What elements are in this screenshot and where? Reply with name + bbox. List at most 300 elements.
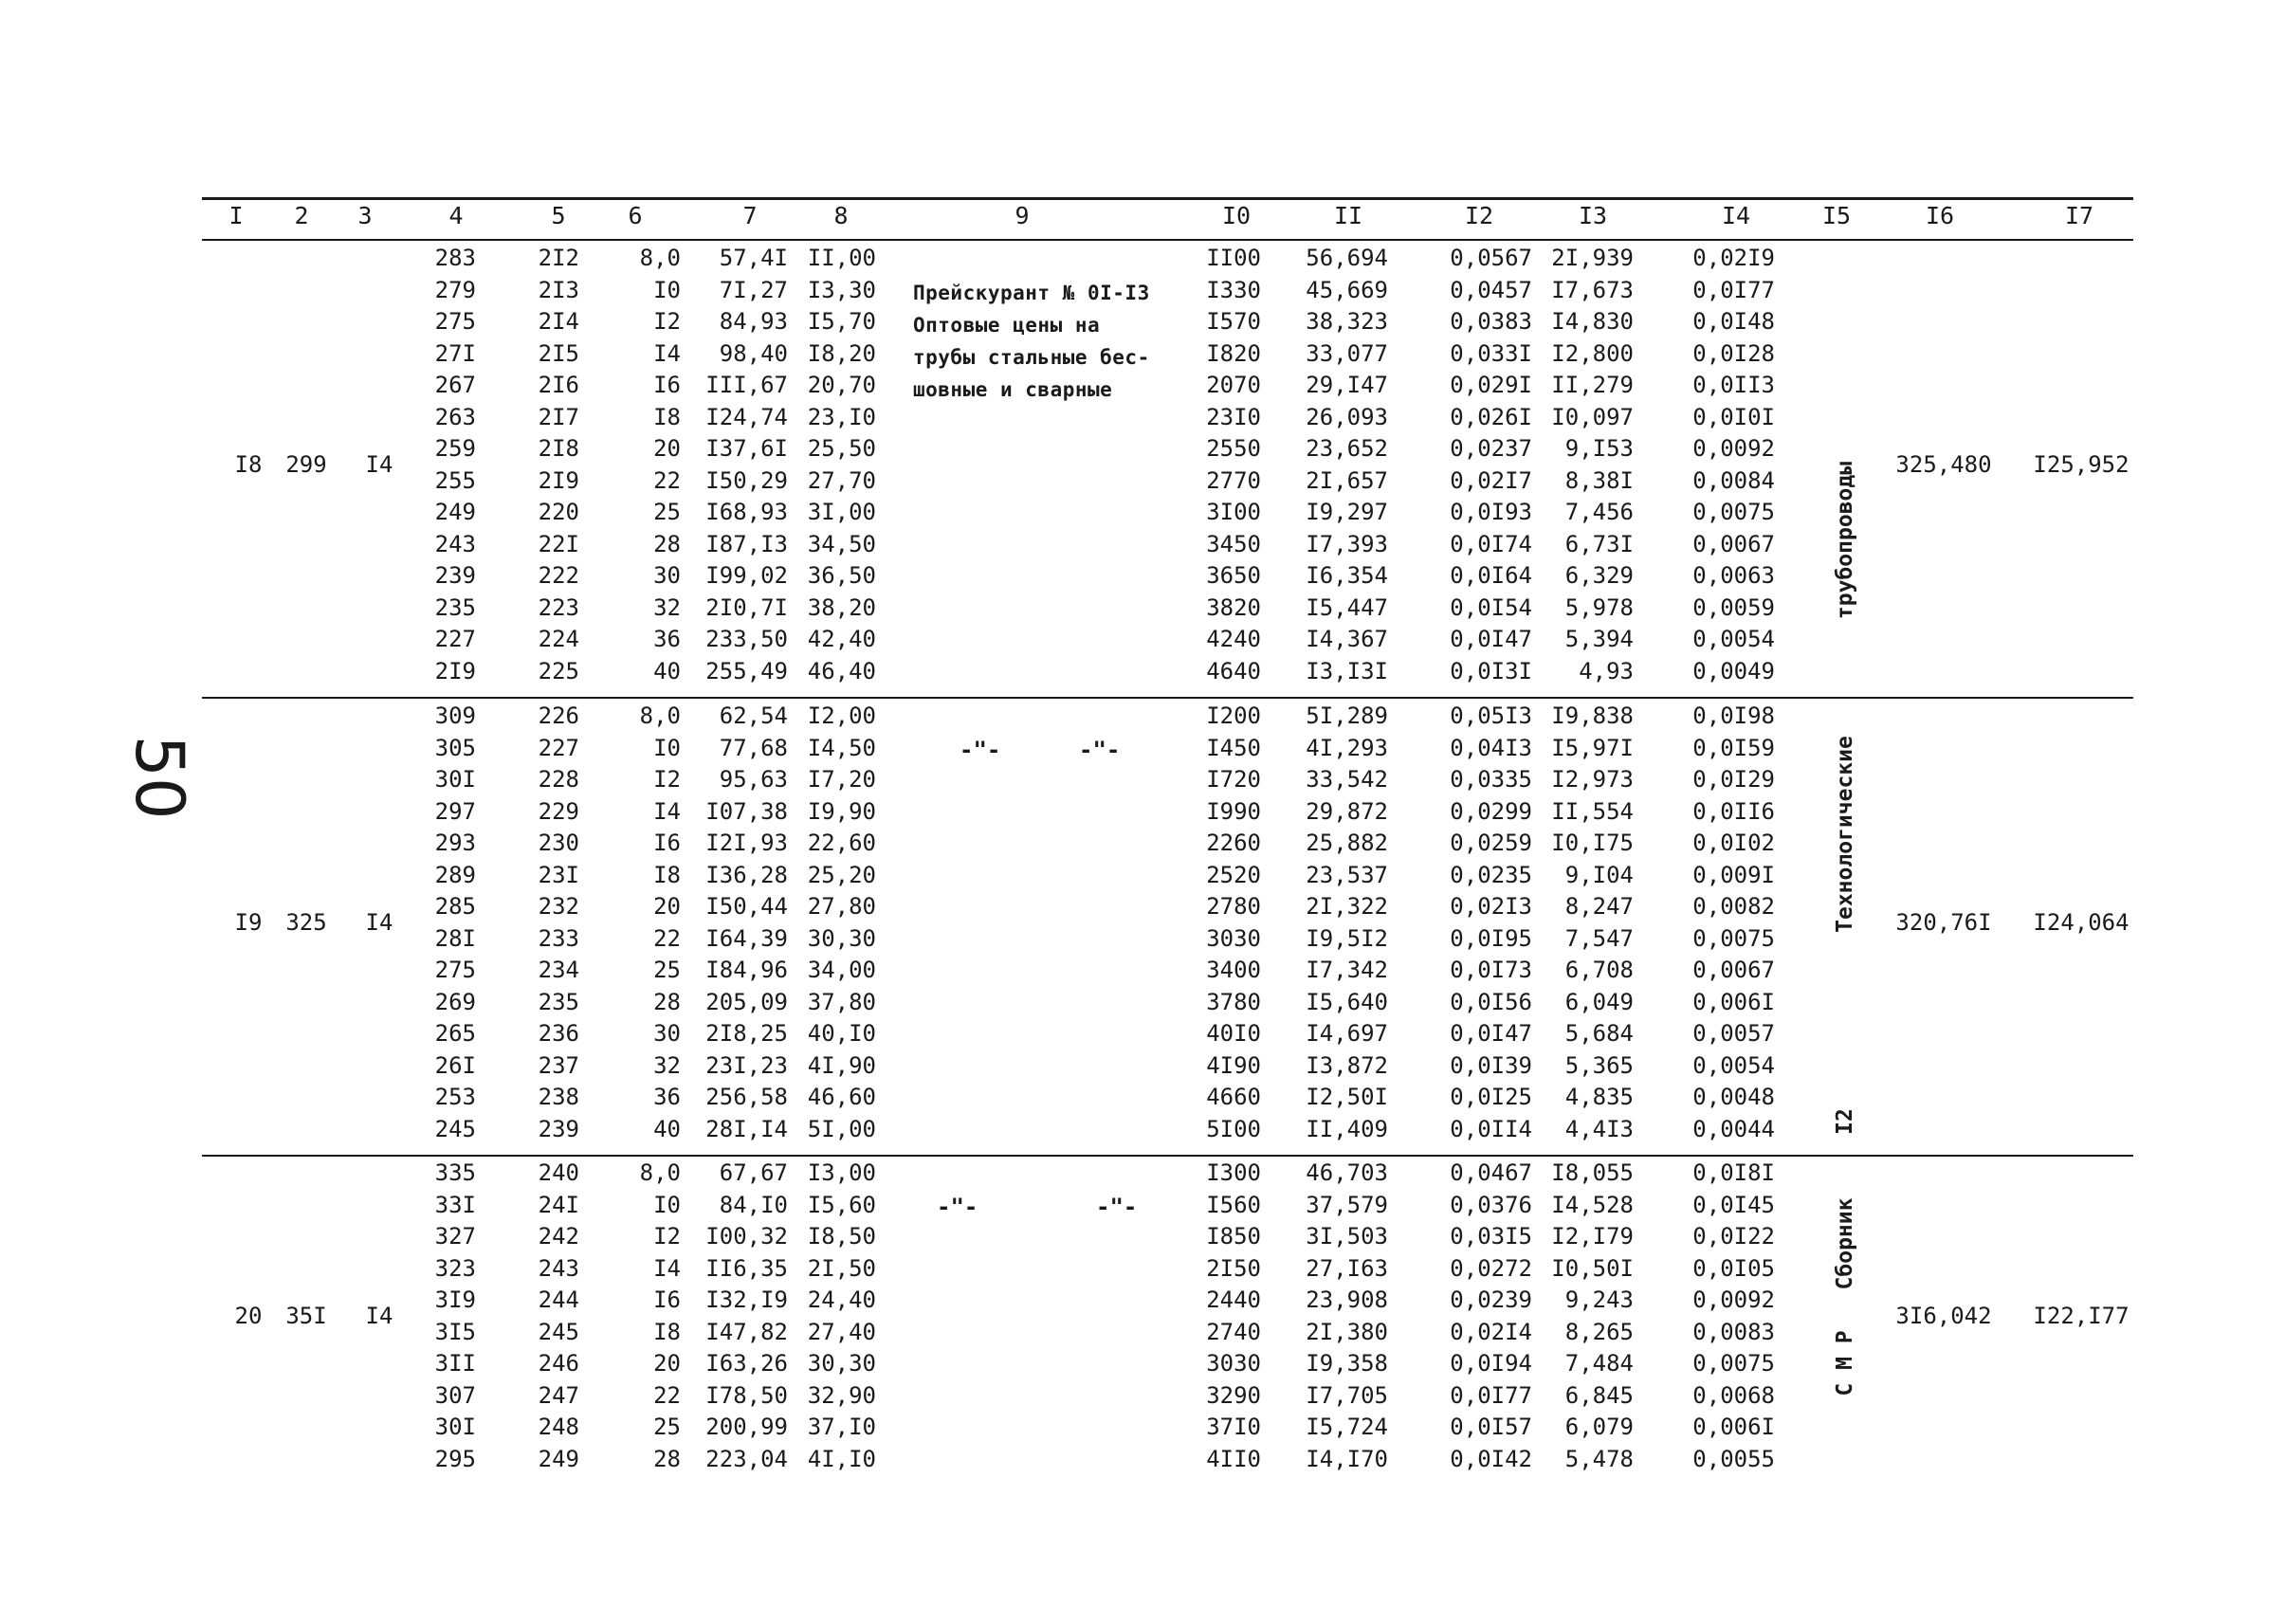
table-cell: 243 — [538, 1255, 579, 1282]
table-cell: 3820 — [1206, 594, 1261, 621]
table-cell: I2 — [653, 1223, 681, 1250]
table-cell: II,00 — [807, 245, 876, 271]
table-cell: 4I,293 — [1306, 735, 1388, 761]
table-cell: 3030 — [1206, 925, 1261, 952]
table-cell: I78,50 — [705, 1382, 788, 1409]
table-cell: 0,02I7 — [1450, 467, 1532, 494]
table-cell: I0 — [653, 277, 681, 303]
table-cell: III,67 — [705, 372, 788, 398]
table-cell: 0,006I — [1692, 1414, 1775, 1440]
ditto-mark: -"- — [1096, 1194, 1138, 1220]
table-cell: 0,0272 — [1450, 1255, 1532, 1282]
table-cell: 4,93 — [1579, 658, 1634, 684]
table-cell: 46,40 — [807, 658, 876, 684]
table-cell: 3I9 — [434, 1286, 476, 1313]
table-cell: 233 — [538, 925, 579, 952]
table-cell: 2I5 — [538, 340, 579, 367]
table-cell: 305 — [434, 735, 476, 761]
table-cell: 37I0 — [1206, 1414, 1261, 1440]
table-cell: 335 — [434, 1159, 476, 1186]
table-cell: I3,872 — [1306, 1052, 1388, 1079]
table-cell: 0,0II4 — [1450, 1116, 1532, 1142]
table-cell: 0,0I45 — [1692, 1192, 1775, 1218]
table-cell: 205,09 — [705, 989, 788, 1015]
table-cell: I2I,93 — [705, 830, 788, 856]
table-cell: 2780 — [1206, 893, 1261, 920]
group-col-17: I25,952 — [2033, 451, 2130, 478]
table-cell: I07,38 — [705, 798, 788, 825]
table-cell: 0,0235 — [1450, 862, 1532, 888]
table-cell: 7I,27 — [719, 277, 788, 303]
table-cell: I7,705 — [1306, 1382, 1388, 1409]
page-number: 50 — [120, 735, 198, 820]
column-header: I0 — [1221, 202, 1252, 229]
table-cell: 235 — [538, 989, 579, 1015]
table-cell: 238 — [538, 1084, 579, 1110]
table-cell: 0,0075 — [1692, 499, 1775, 525]
table-cell: 6,049 — [1564, 989, 1634, 1015]
table-cell: 2440 — [1206, 1286, 1261, 1313]
table-cell: 45,669 — [1306, 277, 1388, 303]
table-cell: I84,96 — [705, 957, 788, 983]
table-cell: 236 — [538, 1020, 579, 1047]
table-cell: 0,0084 — [1692, 467, 1775, 494]
table-cell: 5,365 — [1564, 1052, 1634, 1079]
table-cell: I990 — [1206, 798, 1261, 825]
group-col-3: I4 — [365, 451, 393, 478]
group-col-1: I9 — [234, 909, 263, 936]
table-cell: 62,54 — [719, 703, 788, 729]
table-cell: 25 — [653, 1414, 681, 1440]
table-cell: 279 — [434, 277, 476, 303]
column-header: I — [228, 202, 244, 229]
table-cell: 0,0044 — [1692, 1116, 1775, 1142]
table-cell: 0,0I57 — [1450, 1414, 1532, 1440]
table-cell: 23I,23 — [705, 1052, 788, 1079]
table-cell: 4640 — [1206, 658, 1261, 684]
group-col-2: 325 — [285, 909, 327, 936]
side-label-volume-number: I2 — [1833, 1108, 1857, 1135]
table-cell: 225 — [538, 658, 579, 684]
table-cell: 28I,I4 — [705, 1116, 788, 1142]
table-cell: 7,484 — [1564, 1350, 1634, 1377]
table-cell: 297 — [434, 798, 476, 825]
table-cell: 0,0I47 — [1450, 626, 1532, 652]
table-cell: I9,297 — [1306, 499, 1388, 525]
table-cell: 30 — [653, 562, 681, 589]
table-cell: 28I — [434, 925, 476, 952]
table-cell: 30,30 — [807, 1350, 876, 1377]
table-cell: I3,30 — [807, 277, 876, 303]
table-cell: 267 — [434, 372, 476, 398]
table-cell: 0,0I05 — [1692, 1255, 1775, 1282]
table-cell: 0,0I77 — [1450, 1382, 1532, 1409]
table-cell: 227 — [538, 735, 579, 761]
table-cell: 289 — [434, 862, 476, 888]
table-cell: 0,0I56 — [1450, 989, 1532, 1015]
table-cell: II,409 — [1306, 1116, 1388, 1142]
table-cell: 27,70 — [807, 467, 876, 494]
table-cell: 5,478 — [1564, 1446, 1634, 1472]
table-cell: 0,0383 — [1450, 308, 1532, 335]
table-cell: 0,0335 — [1450, 766, 1532, 793]
table-cell: I5,60 — [807, 1192, 876, 1218]
table-cell: I2 — [653, 308, 681, 335]
table-cell: 5I,00 — [807, 1116, 876, 1142]
table-cell: I6 — [653, 830, 681, 856]
table-cell: 34,50 — [807, 531, 876, 557]
table-cell: 24,40 — [807, 1286, 876, 1313]
table-cell: 245 — [538, 1319, 579, 1345]
table-cell: I50,44 — [705, 893, 788, 920]
table-cell: 223,04 — [705, 1446, 788, 1472]
table-cell: I5,97I — [1551, 735, 1634, 761]
table-cell: 0,0I64 — [1450, 562, 1532, 589]
table-cell: 37,579 — [1306, 1192, 1388, 1218]
table-cell: 2I50 — [1206, 1255, 1261, 1282]
table-cell: I2,50I — [1306, 1084, 1388, 1110]
table-cell: 3290 — [1206, 1382, 1261, 1409]
column-header: I7 — [2064, 202, 2094, 229]
table-cell: I5,640 — [1306, 989, 1388, 1015]
table-cell: 5,394 — [1564, 626, 1634, 652]
table-cell: 248 — [538, 1414, 579, 1440]
table-cell: 247 — [538, 1382, 579, 1409]
table-cell: 2I8,25 — [705, 1020, 788, 1047]
table-cell: I850 — [1206, 1223, 1261, 1250]
table-cell: 0,0059 — [1692, 594, 1775, 621]
table-cell: 0,03I5 — [1450, 1223, 1532, 1250]
table-cell: 226 — [538, 703, 579, 729]
table-cell: 0,0I3I — [1450, 658, 1532, 684]
side-label-technological: Технологические — [1833, 736, 1857, 933]
table-cell: 0,0092 — [1692, 1286, 1775, 1313]
table-cell: 7,456 — [1564, 499, 1634, 525]
table-cell: I2,I79 — [1551, 1223, 1634, 1250]
table-cell: 2I3 — [538, 277, 579, 303]
table-cell: 0,0II3 — [1692, 372, 1775, 398]
table-cell: 6,845 — [1564, 1382, 1634, 1409]
table-cell: 25 — [653, 499, 681, 525]
column-header: 4 — [448, 202, 464, 229]
table-cell: I2 — [653, 766, 681, 793]
table-cell: 200,99 — [705, 1414, 788, 1440]
table-cell: 0,006I — [1692, 989, 1775, 1015]
table-cell: 0,0055 — [1692, 1446, 1775, 1472]
table-cell: 0,02I9 — [1692, 245, 1775, 271]
table-cell: 22,60 — [807, 830, 876, 856]
table-cell: 239 — [434, 562, 476, 589]
table-cell: 0,0II6 — [1692, 798, 1775, 825]
table-cell: 9,I53 — [1564, 435, 1634, 462]
table-cell: 32 — [653, 1052, 681, 1079]
table-cell: 0,009I — [1692, 862, 1775, 888]
table-cell: 36 — [653, 1084, 681, 1110]
table-cell: 0,0I25 — [1450, 1084, 1532, 1110]
table-cell: 307 — [434, 1382, 476, 1409]
table-cell: 0,0I8I — [1692, 1159, 1775, 1186]
table-cell: 2I7 — [538, 404, 579, 430]
table-cell: 0,0I29 — [1692, 766, 1775, 793]
table-cell: I5,724 — [1306, 1414, 1388, 1440]
table-cell: 0,0I94 — [1450, 1350, 1532, 1377]
table-cell: 2I6 — [538, 372, 579, 398]
table-cell: 95,63 — [719, 766, 788, 793]
table-cell: 22I — [538, 531, 579, 557]
table-cell: 2740 — [1206, 1319, 1261, 1345]
table-cell: 23,652 — [1306, 435, 1388, 462]
ditto-mark: -"- — [937, 1194, 978, 1220]
table-cell: I4 — [653, 340, 681, 367]
table-cell: 8,0 — [639, 703, 681, 729]
group-col-1: 20 — [234, 1303, 263, 1329]
table-cell: 0,0I22 — [1692, 1223, 1775, 1250]
table-cell: I6 — [653, 1286, 681, 1313]
table-cell: I7,673 — [1551, 277, 1634, 303]
table-cell: 220 — [538, 499, 579, 525]
table-cell: I8,20 — [807, 340, 876, 367]
table-cell: 27,I63 — [1306, 1255, 1388, 1282]
table-cell: I720 — [1206, 766, 1261, 793]
table-cell: I8,055 — [1551, 1159, 1634, 1186]
table-cell: 30I — [434, 766, 476, 793]
table-cell: 36 — [653, 626, 681, 652]
table-cell: I0 — [653, 735, 681, 761]
table-cell: 3030 — [1206, 1350, 1261, 1377]
table-cell: 2550 — [1206, 435, 1261, 462]
table-cell: 235 — [434, 594, 476, 621]
table-cell: I4,367 — [1306, 626, 1388, 652]
table-cell: 2070 — [1206, 372, 1261, 398]
table-cell: 244 — [538, 1286, 579, 1313]
table-cell: 275 — [434, 308, 476, 335]
table-cell: 0,0075 — [1692, 925, 1775, 952]
table-cell: 8,265 — [1564, 1319, 1634, 1345]
table-cell: 223 — [538, 594, 579, 621]
ditto-mark: -"- — [1079, 737, 1121, 763]
table-cell: 0,0048 — [1692, 1084, 1775, 1110]
table-cell: I6 — [653, 372, 681, 398]
table-cell: 22 — [653, 467, 681, 494]
table-cell: 0,0467 — [1450, 1159, 1532, 1186]
table-cell: 6,079 — [1564, 1414, 1634, 1440]
table-cell: 2I8 — [538, 435, 579, 462]
header-bottom-rule — [202, 239, 2133, 241]
price-list-note-line: Оптовые цены на — [913, 314, 1101, 337]
table-cell: 265 — [434, 1020, 476, 1047]
table-cell: I4 — [653, 798, 681, 825]
table-cell: I0,50I — [1551, 1255, 1634, 1282]
table-cell: 5I,289 — [1306, 703, 1388, 729]
table-cell: I7,20 — [807, 766, 876, 793]
column-header: 7 — [742, 202, 758, 229]
table-cell: I47,82 — [705, 1319, 788, 1345]
group-col-3: I4 — [365, 909, 393, 936]
table-cell: 0,0567 — [1450, 245, 1532, 271]
table-cell: I37,6I — [705, 435, 788, 462]
table-cell: II,279 — [1551, 372, 1634, 398]
table-cell: 228 — [538, 766, 579, 793]
table-cell: 40,I0 — [807, 1020, 876, 1047]
table-cell: 275 — [434, 957, 476, 983]
table-cell: 4I,I0 — [807, 1446, 876, 1472]
table-cell: 20,70 — [807, 372, 876, 398]
table-cell: 56,694 — [1306, 245, 1388, 271]
table-cell: 0,05I3 — [1450, 703, 1532, 729]
group-col-16: 320,76I — [1895, 909, 1992, 936]
group-col-16: 3I6,042 — [1895, 1303, 1992, 1329]
table-cell: 269 — [434, 989, 476, 1015]
table-cell: 4660 — [1206, 1084, 1261, 1110]
table-cell: I8,50 — [807, 1223, 876, 1250]
table-cell: 255 — [434, 467, 476, 494]
table-cell: 0,04I3 — [1450, 735, 1532, 761]
column-header: 2 — [294, 202, 309, 229]
table-cell: 40 — [653, 1116, 681, 1142]
table-cell: 34,00 — [807, 957, 876, 983]
table-cell: 3II — [434, 1350, 476, 1377]
table-cell: I6,354 — [1306, 562, 1388, 589]
column-header: 9 — [1015, 202, 1030, 229]
table-cell: 25,20 — [807, 862, 876, 888]
table-cell: I200 — [1206, 703, 1261, 729]
table-cell: 6,329 — [1564, 562, 1634, 589]
table-cell: 9,I04 — [1564, 862, 1634, 888]
table-cell: 32 — [653, 594, 681, 621]
table-cell: 0,0083 — [1692, 1319, 1775, 1345]
table-cell: 22 — [653, 1382, 681, 1409]
group-col-17: I24,064 — [2033, 909, 2130, 936]
table-cell: 7,547 — [1564, 925, 1634, 952]
column-header: 3 — [357, 202, 373, 229]
table-cell: I5,447 — [1306, 594, 1388, 621]
table-cell: 6,73I — [1564, 531, 1634, 557]
table-cell: 0,0067 — [1692, 531, 1775, 557]
table-cell: 0,0I42 — [1450, 1446, 1532, 1472]
table-cell: 0,0I48 — [1692, 308, 1775, 335]
table-cell: 4I,90 — [807, 1052, 876, 1079]
table-cell: II,554 — [1551, 798, 1634, 825]
table-cell: 3450 — [1206, 531, 1261, 557]
table-cell: 98,40 — [719, 340, 788, 367]
table-cell: I63,26 — [705, 1350, 788, 1377]
table-cell: I570 — [1206, 308, 1261, 335]
table-cell: 2I,939 — [1551, 245, 1634, 271]
table-cell: I2,800 — [1551, 340, 1634, 367]
table-cell: 3780 — [1206, 989, 1261, 1015]
table-cell: I9,5I2 — [1306, 925, 1388, 952]
table-cell: I8 — [653, 404, 681, 430]
table-cell: 30 — [653, 1020, 681, 1047]
table-cell: 0,0I0I — [1692, 404, 1775, 430]
ditto-mark: -"- — [960, 737, 1001, 763]
table-cell: 0,0082 — [1692, 893, 1775, 920]
table-cell: 2I0,7I — [705, 594, 788, 621]
table-cell: I300 — [1206, 1159, 1261, 1186]
group-separator-rule — [202, 1155, 2133, 1157]
table-cell: 29,872 — [1306, 798, 1388, 825]
table-cell: 25,50 — [807, 435, 876, 462]
table-cell: 259 — [434, 435, 476, 462]
table-cell: I2,973 — [1551, 766, 1634, 793]
table-cell: 230 — [538, 830, 579, 856]
table-cell: 25,882 — [1306, 830, 1388, 856]
table-cell: 3I,00 — [807, 499, 876, 525]
group-col-3: I4 — [365, 1303, 393, 1329]
table-cell: 4II0 — [1206, 1446, 1261, 1472]
table-cell: 20 — [653, 1350, 681, 1377]
column-header: II — [1333, 202, 1363, 229]
table-cell: 3I5 — [434, 1319, 476, 1345]
table-cell: 28 — [653, 531, 681, 557]
table-cell: 8,0 — [639, 1159, 681, 1186]
column-header: 8 — [833, 202, 849, 229]
table-cell: I3,00 — [807, 1159, 876, 1186]
table-cell: 33I — [434, 1192, 476, 1218]
table-cell: 0,0I93 — [1450, 499, 1532, 525]
table-cell: I64,39 — [705, 925, 788, 952]
table-cell: 0,026I — [1450, 404, 1532, 430]
table-cell: I820 — [1206, 340, 1261, 367]
table-cell: 0,0I77 — [1692, 277, 1775, 303]
table-cell: 0,0054 — [1692, 1052, 1775, 1079]
table-cell: 243 — [434, 531, 476, 557]
table-cell: 2770 — [1206, 467, 1261, 494]
table-cell: 27,40 — [807, 1319, 876, 1345]
table-cell: I99,02 — [705, 562, 788, 589]
table-cell: 46,60 — [807, 1084, 876, 1110]
table-cell: 32,90 — [807, 1382, 876, 1409]
column-header: 6 — [628, 202, 643, 229]
price-list-note-line: Прейскурант № 0I-I3 — [913, 282, 1150, 304]
table-cell: 23,I0 — [807, 404, 876, 430]
table-cell: I87,I3 — [705, 531, 788, 557]
table-cell: 28 — [653, 989, 681, 1015]
table-cell: I24,74 — [705, 404, 788, 430]
table-cell: 249 — [538, 1446, 579, 1472]
table-cell: 46,703 — [1306, 1159, 1388, 1186]
table-cell: 227 — [434, 626, 476, 652]
table-cell: 2520 — [1206, 862, 1261, 888]
table-cell: 26,093 — [1306, 404, 1388, 430]
table-cell: 2260 — [1206, 830, 1261, 856]
table-cell: I36,28 — [705, 862, 788, 888]
table-cell: 22 — [653, 925, 681, 952]
table-cell: 0,033I — [1450, 340, 1532, 367]
table-cell: I00,32 — [705, 1223, 788, 1250]
table-cell: 245 — [434, 1116, 476, 1142]
table-cell: 0,0I54 — [1450, 594, 1532, 621]
table-cell: 0,0054 — [1692, 626, 1775, 652]
table-cell: I450 — [1206, 735, 1261, 761]
table-cell: 33,542 — [1306, 766, 1388, 793]
table-cell: I0,I75 — [1551, 830, 1634, 856]
table-cell: I9,90 — [807, 798, 876, 825]
table-cell: 255,49 — [705, 658, 788, 684]
table-cell: 0,0I98 — [1692, 703, 1775, 729]
table-cell: I3,I3I — [1306, 658, 1388, 684]
table-cell: I4,697 — [1306, 1020, 1388, 1047]
column-header: I5 — [1821, 202, 1852, 229]
table-cell: 283 — [434, 245, 476, 271]
table-cell: 27I — [434, 340, 476, 367]
table-cell: 0,0457 — [1450, 277, 1532, 303]
table-cell: I32,I9 — [705, 1286, 788, 1313]
table-cell: 237 — [538, 1052, 579, 1079]
column-header: I6 — [1925, 202, 1955, 229]
table-cell: 0,0299 — [1450, 798, 1532, 825]
table-cell: 2I9 — [538, 467, 579, 494]
